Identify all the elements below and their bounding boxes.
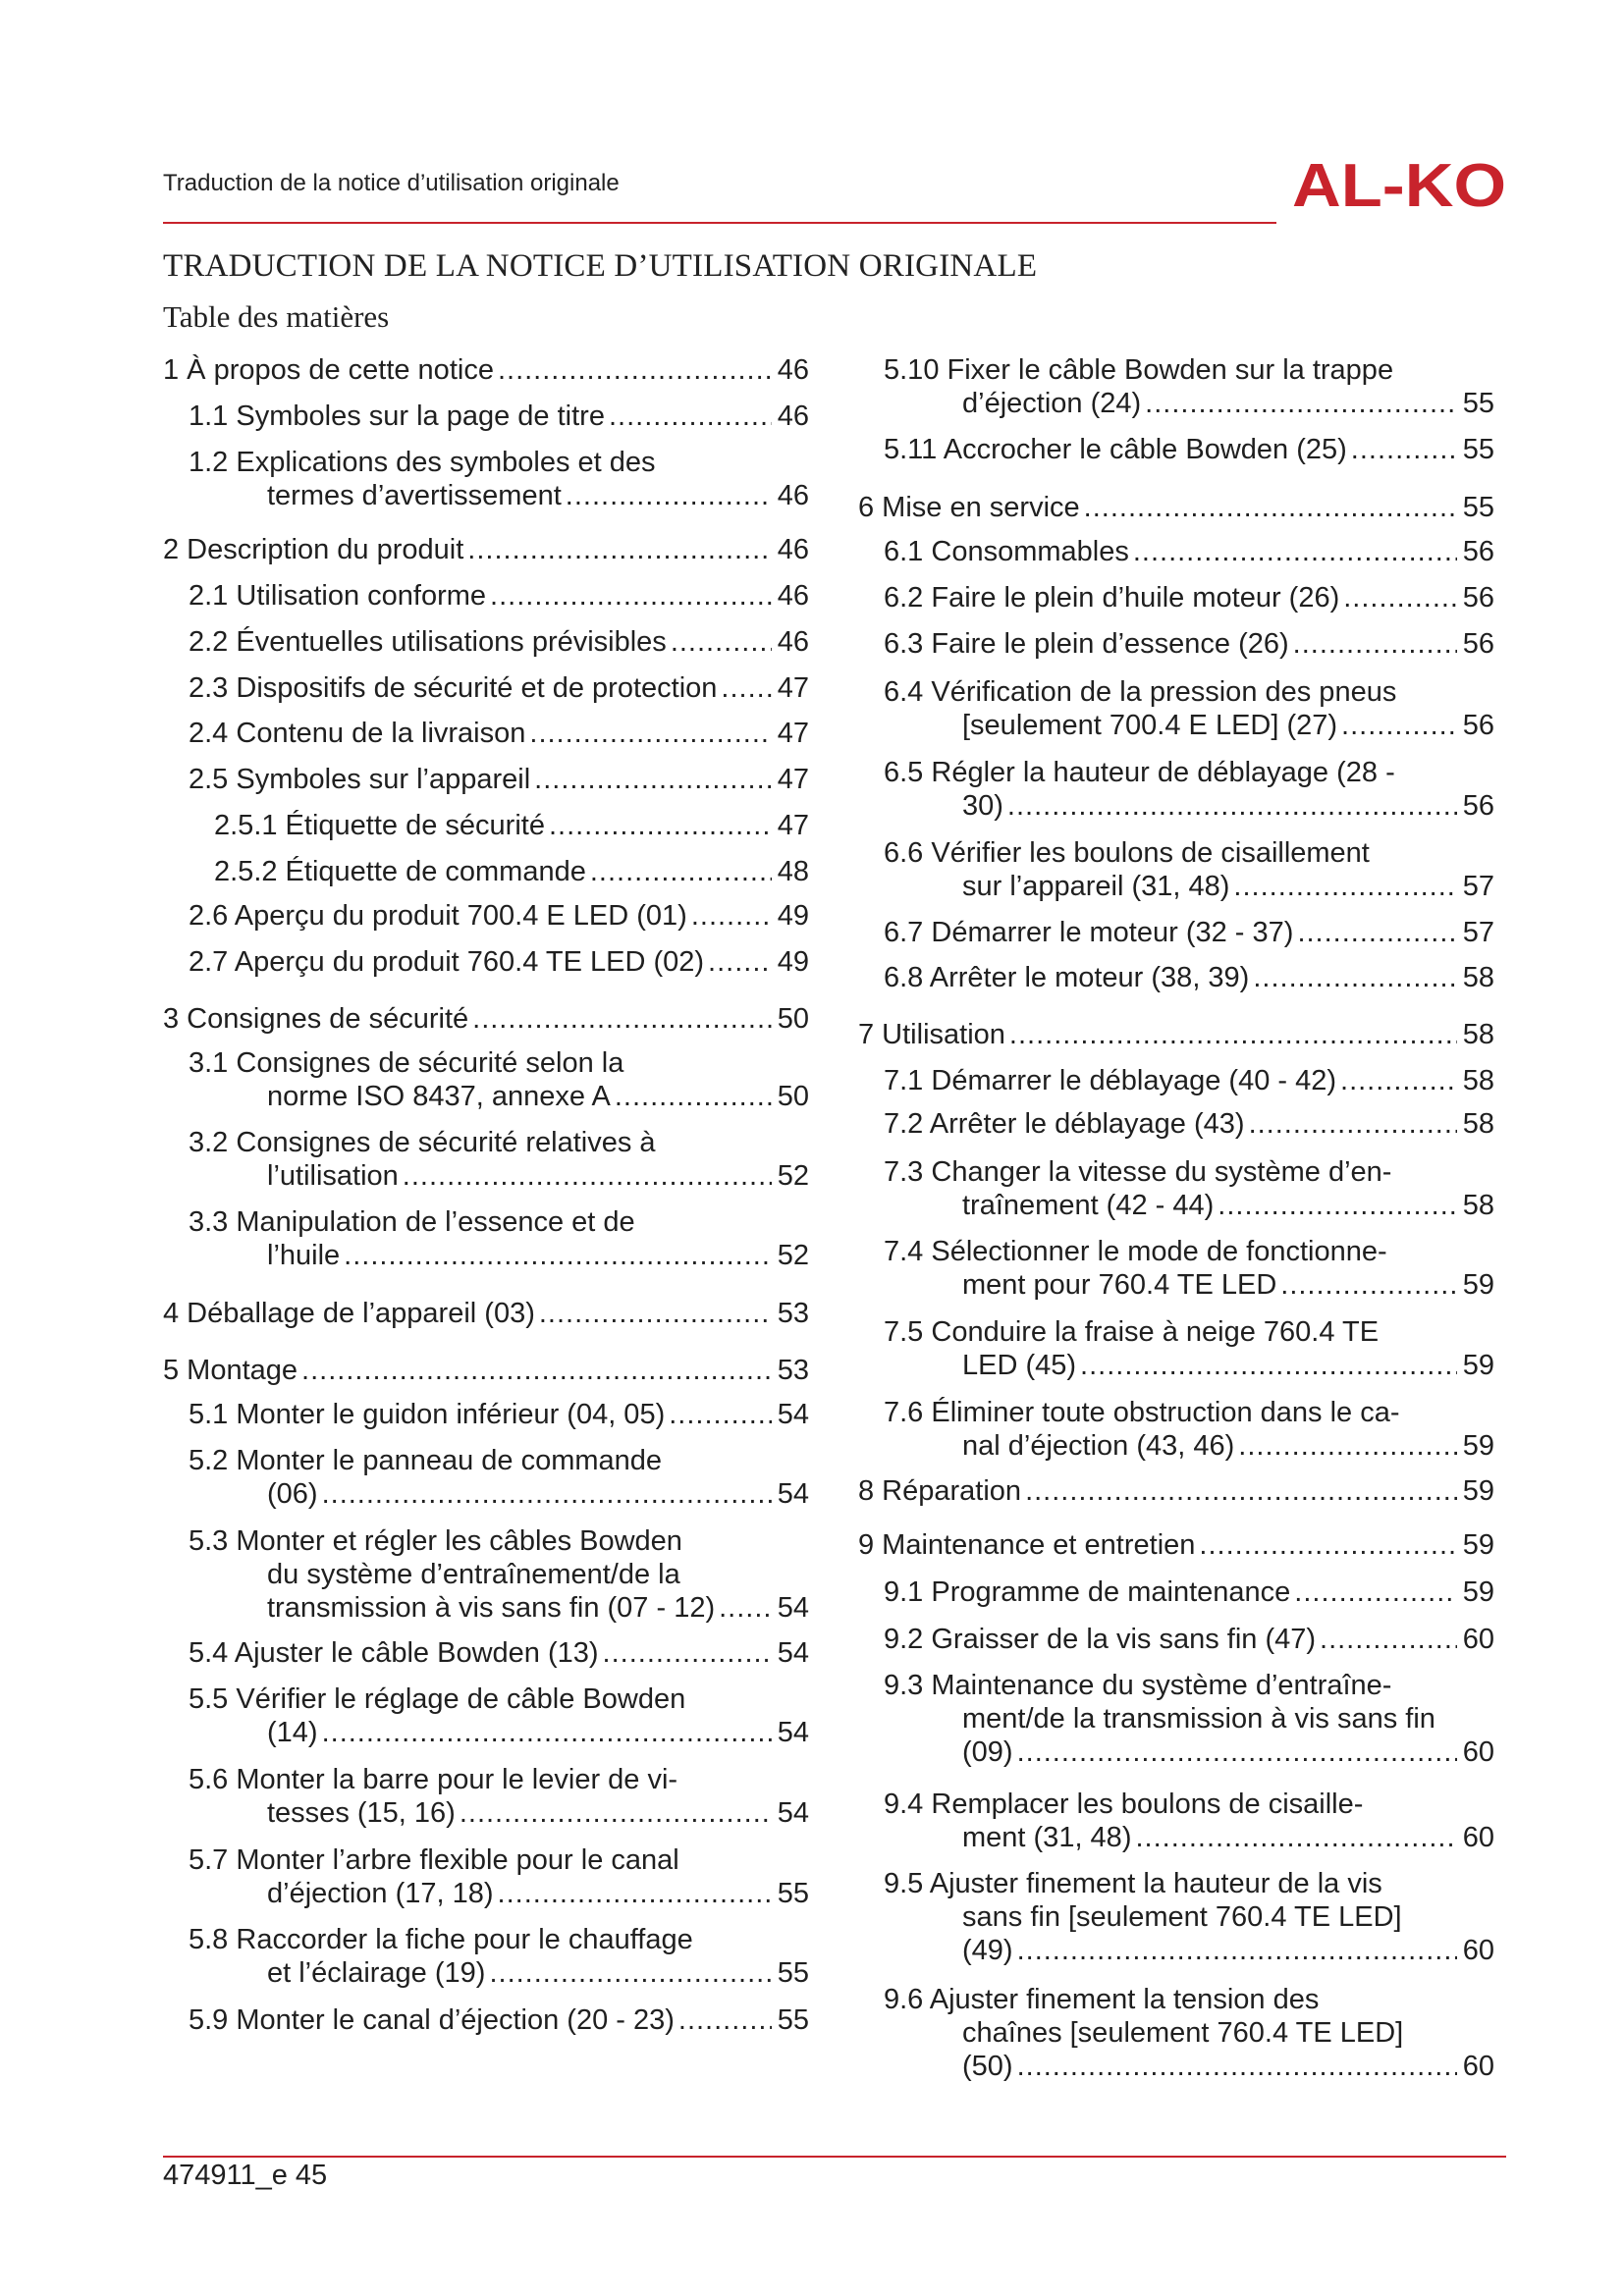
toc-page-number: 56 [1462,790,1494,822]
toc-entry [858,1669,1494,1769]
toc-page-number: 60 [1462,1624,1494,1655]
toc-page-number: 50 [777,1081,809,1112]
toc-entry-title: 6 Mise en service [858,492,1080,523]
toc-entry-title: 2.5.1 Étiquette de sécurité [214,810,545,841]
toc-entry-title: 6.7 Démarrer le moteur (32 - 37) [884,917,1294,948]
toc-page-number: 59 [1462,1269,1494,1301]
toc-entry [858,1983,1494,2083]
toc-entry-title: [seulement 700.4 E LED] (27) [962,710,1338,741]
toc-entry [163,809,809,842]
toc-entry-title: 7 Utilisation [858,1019,1005,1050]
toc-entry-title: 6.8 Arrêter le moteur (38, 39) [884,962,1250,993]
dot-leader [1293,627,1457,661]
toc-entry [163,579,809,613]
toc-entry [163,1297,809,1330]
toc-page-number: 57 [1462,917,1494,948]
toc-entry-title: 7.3 Changer la vitesse du système d’en- [884,1156,1392,1188]
toc-entry [163,1126,809,1193]
dot-leader [1017,1735,1457,1769]
toc-entry-title: 1.1 Symboles sur la page de titre [189,400,605,432]
header-divider [163,222,1276,224]
dot-leader [566,479,772,512]
toc-page-number: 54 [777,1637,809,1669]
toc-entry-title: 8 Réparation [858,1475,1022,1507]
toc-entry-title: 7.1 Démarrer le déblayage (40 - 42) [884,1065,1337,1096]
toc-entry-title: 5 Montage [163,1355,298,1386]
toc-entry-title: d’éjection (17, 18) [267,1878,494,1909]
toc-entry-title: et l’éclairage (19) [267,1957,486,1989]
toc-entry-title: 2.6 Aperçu du produit 700.4 E LED (01) [189,900,687,932]
toc-entry-title: 9.4 Remplacer les boulons de cisaille- [884,1789,1364,1820]
toc-entry-title: traînement (42 - 44) [962,1190,1215,1221]
dot-leader [1218,1189,1456,1222]
toc-entry [858,836,1494,903]
dot-leader [1199,1528,1456,1562]
dot-leader [1017,1934,1457,1967]
toc-entry-title: 7.6 Éliminer toute obstruction dans le ca- [884,1397,1400,1428]
toc-entry [163,533,809,566]
toc-entry [163,625,809,659]
dot-leader [322,1716,772,1749]
toc-entry-title: 5.1 Monter le guidon inférieur (04, 05) [189,1399,666,1430]
toc-page-number: 47 [777,672,809,704]
svg-text:AL-KO: AL-KO [1292,157,1506,212]
toc-page-number: 47 [777,810,809,841]
toc-entry [163,1524,809,1625]
dot-leader [609,400,772,433]
toc-entry [163,671,809,705]
toc-entry-title: 7.2 Arrêter le déblayage (43) [884,1108,1245,1140]
toc-page-number: 46 [777,580,809,612]
toc-entry-title: tesses (15, 16) [267,1797,456,1829]
toc-entry [858,535,1494,568]
toc-entry-title: 1 À propos de cette notice [163,354,494,386]
toc-entry [163,1002,809,1036]
toc-entry [163,763,809,796]
toc-page-number: 46 [777,354,809,386]
dot-leader [1084,491,1457,524]
toc-entry [163,899,809,933]
dot-leader [467,533,771,566]
dot-leader [678,2003,772,2037]
dot-leader [1351,433,1457,466]
toc-entry [858,1018,1494,1051]
toc-entry [163,400,809,433]
dot-leader [691,899,772,933]
toc-entry-title: 9.6 Ajuster finement la tension des [884,1984,1320,2015]
toc-entry-title: 2 Description du produit [163,534,464,565]
toc-page-number: 48 [777,856,809,887]
toc-page-number: 60 [1462,1935,1494,1966]
toc-page-number: 55 [1462,388,1494,419]
toc-entry-title: ment (31, 48) [962,1822,1132,1853]
footer-divider [163,2156,1506,2158]
toc-entry [163,945,809,979]
toc-entry [858,491,1494,524]
dot-leader [1017,2050,1457,2083]
toc-entry [858,1623,1494,1656]
toc-entry [858,1867,1494,1967]
toc-entry-title: 5.10 Fixer le câble Bowden sur la trappe [884,354,1394,386]
toc-page-number: 59 [1462,1576,1494,1608]
dot-leader [1135,1821,1456,1854]
dot-leader [1233,870,1456,903]
dot-leader [1009,1018,1457,1051]
dot-leader [1343,581,1456,614]
dot-leader [1253,961,1456,994]
toc-entry-title: norme ISO 8437, annexe A [267,1081,611,1112]
dot-leader [539,1297,772,1330]
toc-entry [858,1396,1494,1463]
toc-page-number: 56 [1462,710,1494,741]
toc-entry [163,1682,809,1749]
toc-entry [163,2003,809,2037]
toc-page-number: 49 [777,900,809,932]
dot-leader [1145,387,1457,420]
toc-entry-title: sur l’appareil (31, 48) [962,871,1230,902]
toc-entry-title: 5.7 Monter l’arbre flexible pour le canal [189,1844,679,1876]
dot-leader [590,855,772,888]
dot-leader [534,763,772,796]
toc-entry-title: 3.2 Consignes de sécurité relatives à [189,1127,656,1158]
toc-entry [163,1046,809,1113]
toc-page-number: 59 [1462,1529,1494,1561]
toc-page-number: 47 [777,764,809,795]
toc-page-number: 53 [777,1298,809,1329]
toc-page-number: 49 [777,946,809,978]
toc-page-number: 54 [777,1478,809,1510]
toc-page-number: 55 [777,1878,809,1909]
toc-entry-title: 2.4 Contenu de la livraison [189,718,526,749]
dot-leader [603,1636,772,1670]
dot-leader [1007,789,1457,823]
dot-leader [1341,709,1457,742]
toc-entry-title: 9.3 Maintenance du système d’entraîne- [884,1670,1392,1701]
toc-entry-title: 4 Déballage de l’appareil (03) [163,1298,535,1329]
dot-leader [1080,1349,1457,1382]
dot-leader [1320,1623,1457,1656]
toc-entry [858,627,1494,661]
toc-page-number: 46 [777,626,809,658]
toc-page-number: 46 [777,534,809,565]
toc-entry [858,1155,1494,1222]
toc-entry-title: 9.5 Ajuster finement la hauteur de la vis [884,1868,1382,1899]
dot-leader [498,353,772,387]
toc-entry-title: transmission à vis sans fin (07 - 12) [267,1592,716,1624]
toc-entry [858,961,1494,994]
toc-entry-title: 6.1 Consommables [884,536,1129,567]
toc-page-number: 46 [777,480,809,511]
toc-page-number: 59 [1462,1430,1494,1462]
toc-entry-title: (49) [962,1935,1013,1966]
footer-page-number: 474911_e 45 [163,2160,328,2191]
dot-leader [498,1877,772,1910]
toc-entry-title: 6.6 Vérifier les boulons de cisaillement [884,837,1370,869]
toc-entry-title: 3.1 Consignes de sécurité selon la [189,1047,624,1079]
toc-entry [163,1636,809,1670]
toc-entry-title: 7.5 Conduire la fraise à neige 760.4 TE [884,1316,1380,1348]
toc-entry [858,1064,1494,1097]
toc-entry-title: ment/de la transmission à vis sans fin [962,1703,1435,1735]
toc-entry [858,1235,1494,1302]
toc-page-number: 56 [1462,628,1494,660]
dot-leader [1340,1064,1457,1097]
toc-page-number: 50 [777,1003,809,1035]
toc-page-number: 57 [1462,871,1494,902]
toc-page-number: 58 [1462,1108,1494,1140]
toc-page-number: 52 [777,1240,809,1271]
document-title: TRADUCTION DE LA NOTICE D’UTILISATION ORIGINALE [163,248,1038,284]
toc-entry-title: 5.3 Monter et régler les câbles Bowden [189,1525,682,1557]
toc-entry-title: 5.8 Raccorder la fiche pour le chauffage [189,1924,693,1955]
dot-leader [1249,1107,1457,1141]
dot-leader [1297,916,1456,949]
toc-entry-title: 1.2 Explications des symboles et des [189,447,656,478]
toc-entry-title: l’huile [267,1240,341,1271]
toc-entry [163,1843,809,1910]
toc-page-number: 58 [1462,1019,1494,1050]
dot-leader [669,1398,772,1431]
toc-entry-title: 5.9 Monter le canal d’éjection (20 - 23) [189,2004,675,2036]
dot-leader [490,579,772,613]
dot-leader [1025,1474,1457,1508]
dot-leader [1133,535,1457,568]
dot-leader [344,1239,772,1272]
toc-entry-title: 7.4 Sélectionner le mode de fonctionne- [884,1236,1387,1267]
toc-page-number: 55 [777,1957,809,1989]
toc-entry-title: 2.7 Aperçu du produit 760.4 TE LED (02) [189,946,705,978]
toc-entry-title: ment pour 760.4 TE LED [962,1269,1277,1301]
toc-entry-title: 2.5 Symboles sur l’appareil [189,764,531,795]
toc-page-number: 52 [777,1160,809,1192]
toc-page-number: 54 [777,1797,809,1829]
toc-page-number: 54 [777,1592,809,1624]
dot-leader [472,1002,772,1036]
toc-entry-title: (09) [962,1736,1013,1768]
toc-page-number: 55 [1462,492,1494,523]
toc-entry-title: 6.3 Faire le plein d’essence (26) [884,628,1289,660]
toc-entry [858,1575,1494,1609]
toc-entry-title: nal d’éjection (43, 46) [962,1430,1235,1462]
dot-leader [708,945,772,979]
toc-page-number: 60 [1462,1736,1494,1768]
toc-entry-title: du système d’entraînement/de la [267,1559,680,1590]
toc-entry [163,1205,809,1272]
toc-page-number: 54 [777,1717,809,1748]
toc-page-number: 58 [1462,1190,1494,1221]
toc-entry-title: 9.1 Programme de maintenance [884,1576,1291,1608]
toc-entry [858,1315,1494,1382]
toc-page-number: 47 [777,718,809,749]
toc-entry-title: (50) [962,2051,1013,2082]
running-header: Traduction de la notice d’utilisation originale [163,170,620,196]
dot-leader [322,1477,772,1511]
dot-leader [1294,1575,1456,1609]
toc-entry [858,1107,1494,1141]
toc-entry [163,717,809,750]
toc-entry [163,353,809,387]
toc-entry-title: 2.3 Dispositifs de sécurité et de protection [189,672,718,704]
toc-entry [163,1923,809,1990]
toc-entry-title: 5.6 Monter la barre pour le levier de vi- [189,1764,678,1795]
toc-page-number: 58 [1462,1065,1494,1096]
dot-leader [529,717,771,750]
toc-entry-title: 3 Consignes de sécurité [163,1003,469,1035]
toc-entry [163,1763,809,1830]
dot-leader [1280,1268,1456,1302]
toc-entry-title: l’utilisation [267,1160,399,1192]
toc-page-number: 60 [1462,1822,1494,1853]
toc-entry-title: sans fin [seulement 760.4 TE LED] [962,1901,1402,1933]
toc-entry-title: chaînes [seulement 760.4 TE LED] [962,2017,1404,2049]
toc-entry [858,1528,1494,1562]
toc-entry-title: 3.3 Manipulation de l’essence et de [189,1206,635,1238]
toc-entry [858,916,1494,949]
toc-entry [163,1354,809,1387]
toc-entry-title: 2.2 Éventuelles utilisations prévisibles [189,626,667,658]
toc-entry-title: 6.5 Régler la hauteur de déblayage (28 - [884,757,1395,788]
toc-entry-title: termes d’avertissement [267,480,562,511]
toc-page-number: 59 [1462,1475,1494,1507]
toc-entry-title: 6.4 Vérification de la pression des pneus [884,676,1397,708]
toc-entry-title: 5.4 Ajuster le câble Bowden (13) [189,1637,599,1669]
toc-page-number: 59 [1462,1350,1494,1381]
toc-entry [858,756,1494,823]
toc-entry [858,353,1494,420]
alko-logo [1292,157,1506,212]
toc-page-number: 56 [1462,536,1494,567]
dot-leader [719,1591,772,1625]
toc-entry-title: 5.11 Accrocher le câble Bowden (25) [884,434,1347,465]
toc-entry [163,1444,809,1511]
toc-page-number: 55 [777,2004,809,2036]
dot-leader [460,1796,772,1830]
toc-page-number: 58 [1462,962,1494,993]
toc-entry [163,1398,809,1431]
toc-page-number: 56 [1462,582,1494,614]
toc-heading: Table des matières [163,299,390,334]
toc-page-number: 46 [777,400,809,432]
toc-page-number: 54 [777,1399,809,1430]
toc-entry-title: 6.2 Faire le plein d’huile moteur (26) [884,582,1340,614]
dot-leader [549,809,772,842]
dot-leader [489,1956,771,1990]
toc-entry [163,446,809,512]
toc-entry-title: (06) [267,1478,318,1510]
toc-entry-title: 9.2 Graisser de la vis sans fin (47) [884,1624,1317,1655]
toc-entry [858,1474,1494,1508]
toc-entry-title: (14) [267,1717,318,1748]
dot-leader [671,625,772,659]
dot-leader [721,671,771,705]
dot-leader [1238,1429,1456,1463]
toc-entry-title: 30) [962,790,1003,822]
toc-entry [858,433,1494,466]
dot-leader [615,1080,772,1113]
dot-leader [301,1354,772,1387]
dot-leader [403,1159,772,1193]
toc-entry-title: 5.5 Vérifier le réglage de câble Bowden [189,1683,686,1715]
toc-page-number: 53 [777,1355,809,1386]
toc-entry [858,675,1494,742]
toc-entry-title: 9 Maintenance et entretien [858,1529,1196,1561]
toc-entry-title: 2.1 Utilisation conforme [189,580,487,612]
toc-entry-title: 5.2 Monter le panneau de commande [189,1445,663,1476]
toc-entry-title: LED (45) [962,1350,1077,1381]
toc-entry [858,581,1494,614]
toc-entry-title: d’éjection (24) [962,388,1142,419]
toc-page-number: 60 [1462,2051,1494,2082]
toc-entry [163,855,809,888]
toc-entry [858,1788,1494,1854]
toc-page-number: 55 [1462,434,1494,465]
toc-entry-title: 2.5.2 Étiquette de commande [214,856,586,887]
